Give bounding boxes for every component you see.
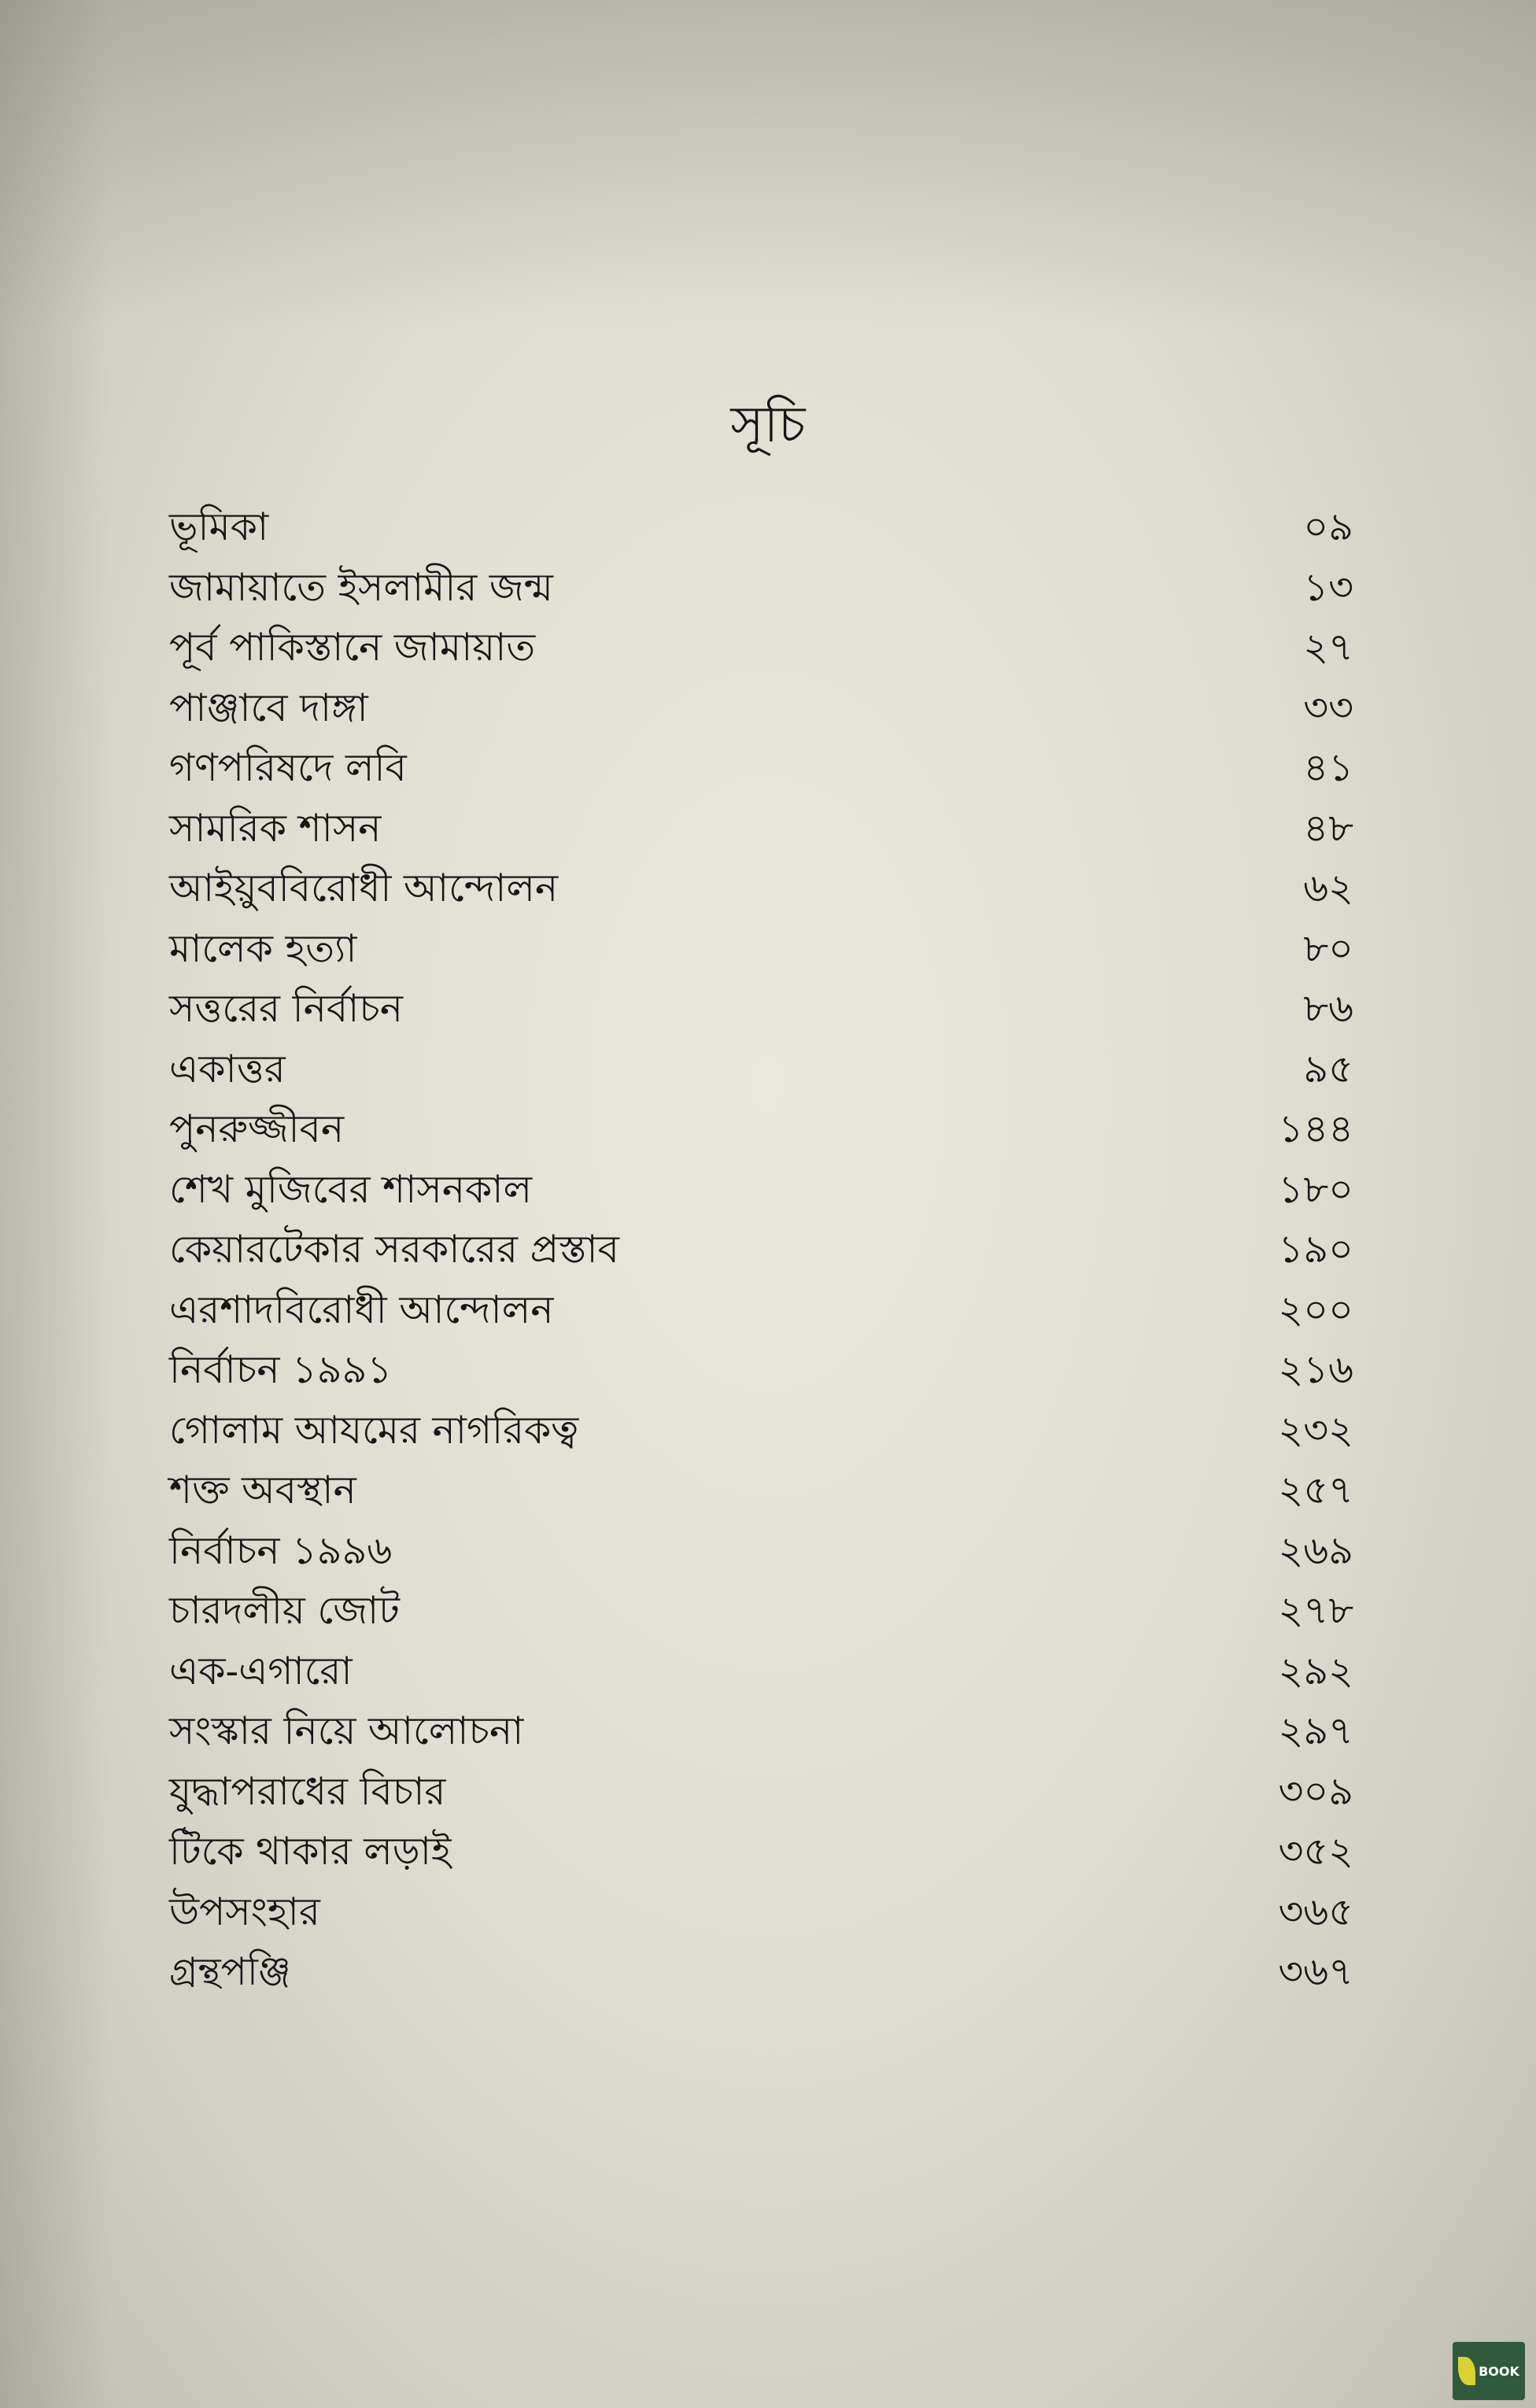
toc-entry-title: উপসংহার (169, 1889, 320, 1934)
toc-entry-page: ৩০৯ (1278, 1768, 1353, 1814)
toc-entry-page: ২৭৮ (1278, 1588, 1353, 1633)
toc-entry-title: নির্বাচন ১৯৯৬ (169, 1527, 393, 1573)
toc-entry-page: ৮৬ (1303, 986, 1353, 1031)
toc-entry-page: ০৯ (1303, 504, 1353, 549)
toc-entry-page: ৩৫২ (1278, 1829, 1353, 1874)
toc-entry-page: ৩৩ (1303, 685, 1353, 730)
toc-entry (169, 1220, 1353, 1280)
toc-entry (169, 1401, 1353, 1461)
page-shadow-left (0, 0, 110, 2408)
toc-entry (169, 1521, 1353, 1582)
toc-entry-title: টিকে থাকার লড়াই (169, 1829, 452, 1874)
toc-entry-title: মালেক হত্যা (169, 925, 357, 971)
toc-entry (169, 1099, 1353, 1160)
toc-entry-title: যুদ্ধাপরাধের বিচার (169, 1768, 446, 1814)
toc-entry-page: ২৭ (1303, 625, 1353, 670)
toc-entry-title: কেয়ারটেকার সরকারের প্রস্তাব (169, 1227, 619, 1272)
toc-entry-page: ৮০ (1303, 925, 1353, 971)
toc-entry (169, 1882, 1353, 1943)
toc-entry (169, 1822, 1353, 1882)
toc-entry-title: গ্রন্থপঞ্জি (169, 1949, 291, 1994)
watermark-text: BOOK (1479, 2363, 1519, 2379)
toc-entry (169, 859, 1353, 919)
toc-entry-page: ১৪৪ (1278, 1106, 1353, 1151)
toc-entry-page: ২৬৯ (1278, 1527, 1353, 1573)
toc-entry-title: আইয়ুববিরোধী আন্দোলন (169, 866, 559, 910)
toc-entry-page: ২১৬ (1278, 1347, 1353, 1392)
toc-entry-page: ১৩ (1303, 564, 1353, 610)
toc-entry-page: ৯৫ (1303, 1046, 1353, 1091)
toc-entry (169, 678, 1353, 739)
table-of-contents (169, 497, 1353, 2003)
toc-entry (169, 558, 1353, 619)
toc-entry-title: একাত্তর (169, 1046, 286, 1091)
toc-entry-title: সত্তরের নির্বাচন (169, 986, 404, 1031)
toc-entry-page: ১৯০ (1278, 1227, 1353, 1272)
toc-entry (169, 1340, 1353, 1401)
watermark-logo (1453, 2342, 1525, 2400)
toc-entry (169, 1461, 1353, 1521)
toc-entry-title: গণপরিষদে লবি (169, 745, 407, 790)
toc-entry-page: ৬২ (1303, 866, 1353, 910)
toc-entry-title: সংস্কার নিয়ে আলোচনা (169, 1708, 524, 1753)
toc-entry-title: চারদলীয় জোট (169, 1588, 400, 1633)
toc-entry-page: ৩৬৭ (1278, 1949, 1353, 1994)
toc-entry-title: সামরিক শাসন (169, 805, 382, 851)
toc-entry-title: নির্বাচন ১৯৯১ (169, 1347, 393, 1392)
toc-entry-page: ২৯৭ (1278, 1708, 1353, 1753)
toc-entry (169, 799, 1353, 859)
toc-entry (169, 1701, 1353, 1762)
page-shadow-top (0, 0, 1536, 331)
toc-entry-page: ১৮০ (1278, 1166, 1353, 1212)
toc-entry (169, 1160, 1353, 1221)
toc-entry (169, 1942, 1353, 2003)
toc-entry-title: শক্ত অবস্থান (169, 1468, 356, 1512)
toc-entry-title: এরশাদবিরোধী আন্দোলন (169, 1287, 554, 1332)
toc-entry-title: গোলাম আযমের নাগরিকত্ব (169, 1407, 579, 1453)
toc-entry-page: ২৩২ (1278, 1407, 1353, 1453)
toc-entry (169, 1280, 1353, 1341)
toc-entry-title: পুনরুজ্জীবন (169, 1106, 345, 1151)
toc-entry-title: শেখ মুজিবের শাসনকাল (169, 1166, 532, 1212)
toc-entry (169, 618, 1353, 678)
toc-entry (169, 1762, 1353, 1823)
toc-entry-page: ৪৮ (1303, 805, 1353, 851)
toc-entry (169, 1581, 1353, 1642)
toc-entry (169, 1642, 1353, 1702)
toc-entry-title: জামায়াতে ইসলামীর জন্ম (169, 564, 553, 610)
toc-entry (169, 738, 1353, 799)
toc-entry (169, 919, 1353, 980)
toc-entry-title: পূর্ব পাকিস্তানে জামায়াত (169, 625, 536, 670)
toc-entry-page: ২০০ (1278, 1287, 1353, 1332)
toc-entry-page: ২৫৭ (1278, 1468, 1353, 1512)
toc-entry (169, 1040, 1353, 1100)
toc-entry-page: ৩৬৫ (1278, 1889, 1353, 1934)
toc-entry-page: ২৯২ (1278, 1648, 1353, 1693)
toc-entry (169, 979, 1353, 1040)
toc-entry-title: এক-এগারো (169, 1648, 353, 1693)
toc-entry (169, 497, 1353, 558)
page-title: সূচি (730, 396, 806, 454)
toc-entry-page: ৪১ (1303, 745, 1353, 790)
toc-entry-title: পাঞ্জাবে দাঙ্গা (169, 685, 368, 730)
toc-entry-title: ভূমিকা (169, 504, 269, 549)
leaf-logo-icon (1458, 2357, 1475, 2385)
